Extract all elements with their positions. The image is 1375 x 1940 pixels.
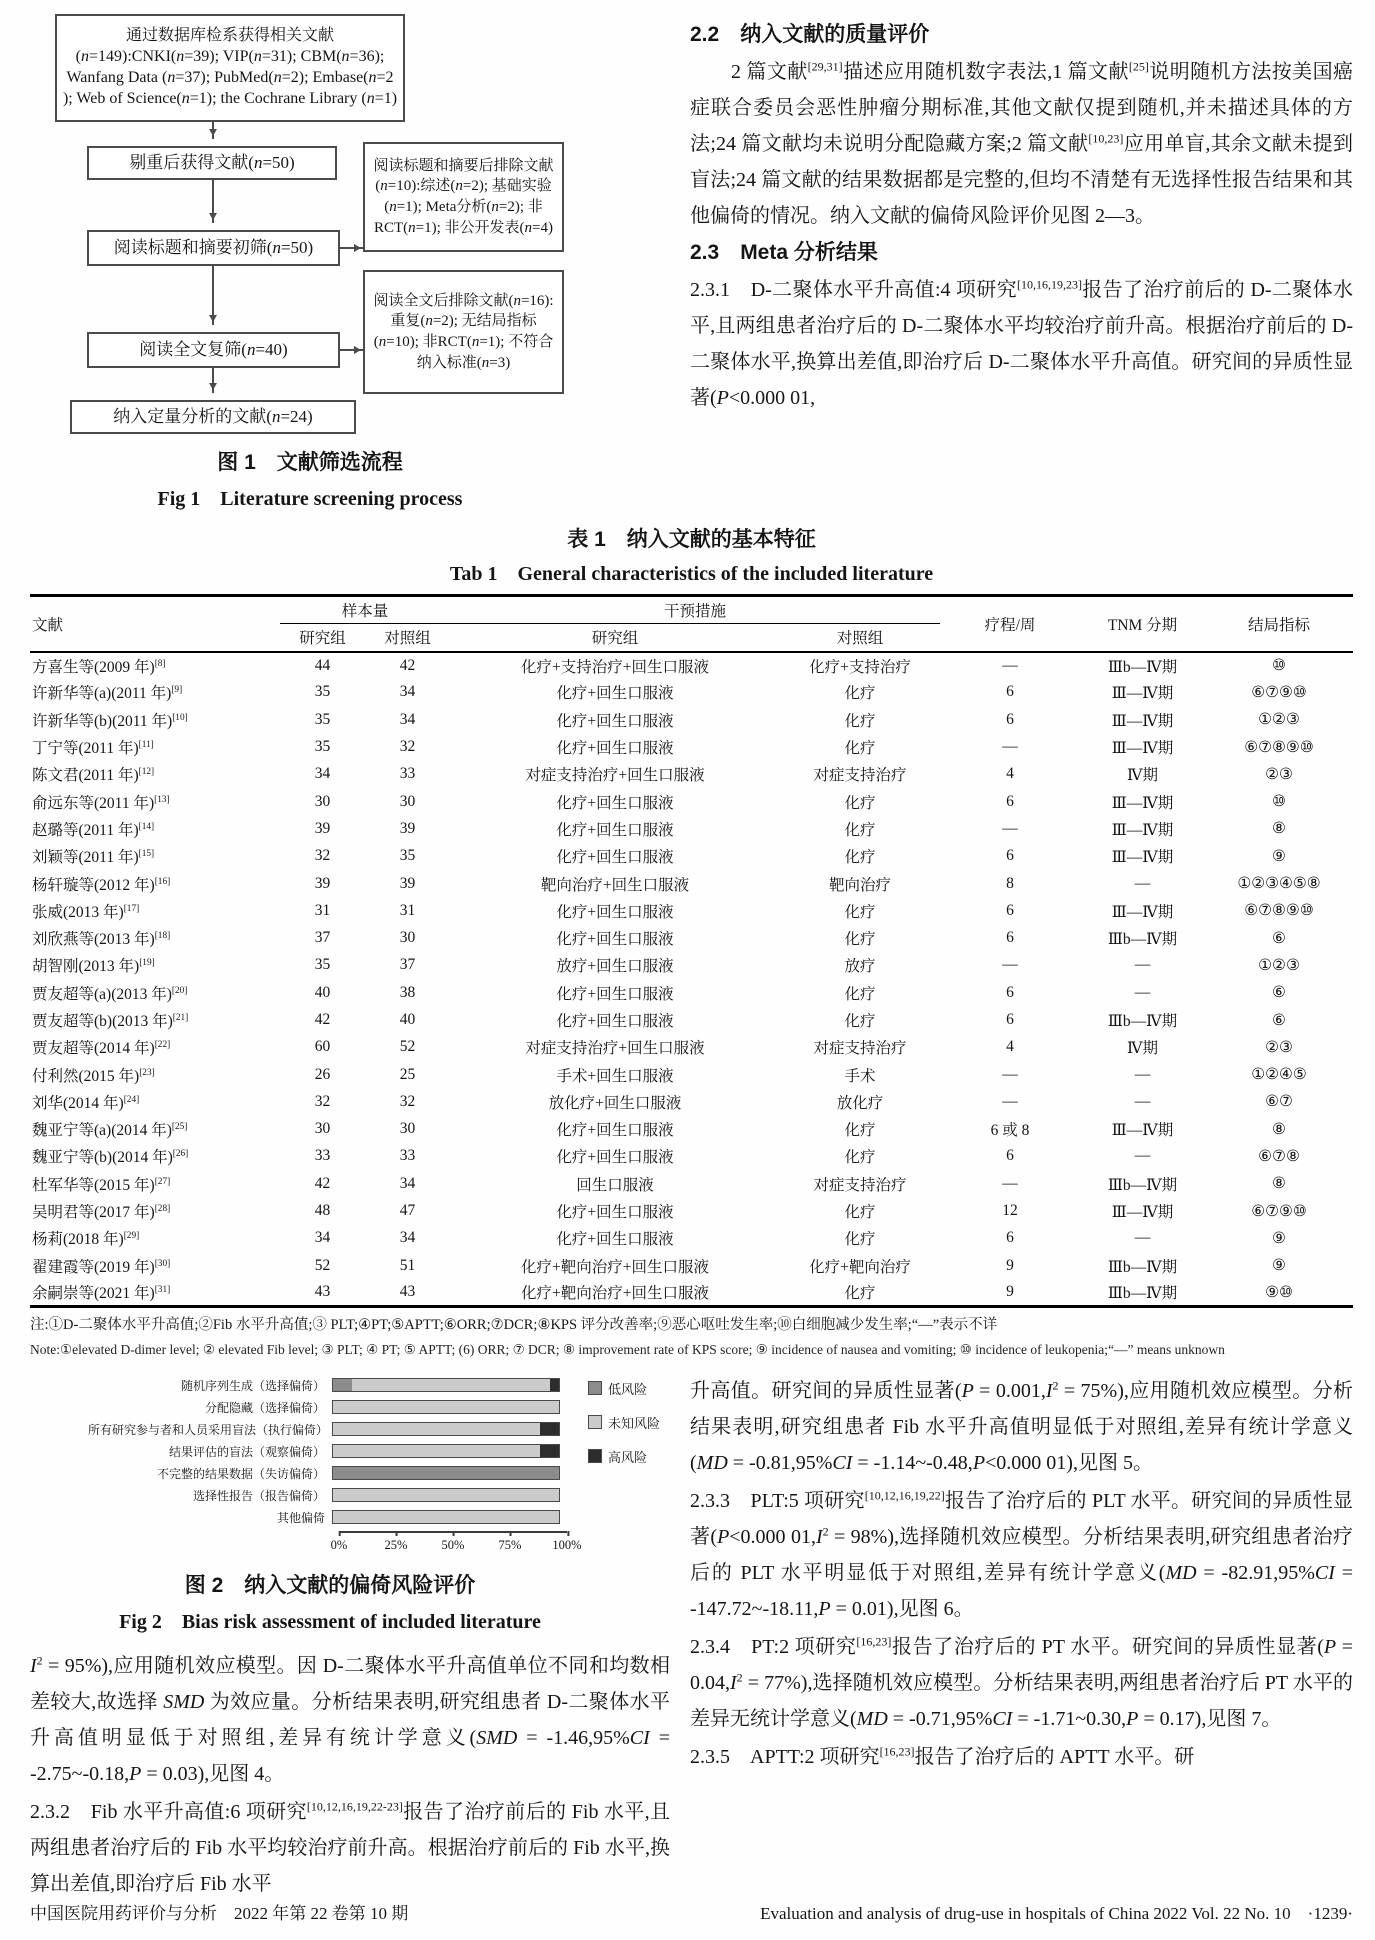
table1-title-zh: 表 1 纳入文献的基本特征 (567, 528, 816, 551)
down-arrow (212, 180, 214, 223)
col-header-course: 疗程/周 (940, 596, 1080, 652)
legend-item (588, 1413, 660, 1432)
flow-box-excluded-fulltext: 阅读全文后排除文献(n=16):重复(n=2); 无结局指标(n=10); 非RCT(n=1); 不符合纳入标准(n=3) (363, 270, 564, 394)
bias-bar-segment (333, 1401, 559, 1413)
table1-title-en: Tab 1 General characteristics of the included literature (449, 563, 934, 585)
col-header-intervention: 干预措施 (450, 596, 940, 624)
table-row: 刘颖等(2011 年)[15] 32 35 化疗+回生口服液 化疗 6 Ⅲ—Ⅳ期 ⑨ (32, 847, 1286, 867)
section-2-2-paragraph: 2 篇文献[29,31]描述应用随机数字表法,1 篇文献[25]说明随机方法按美国癌症联合委员会恶性肿瘤分期标准,其他文献仅提到随机,并未描述具体的方法;24 篇文献均未说明分配隐藏方案;2 篇文献[10,23]应用单盲,其余文献未提到盲法;24 篇文献的结果数据都是完整的,但均不清楚有无选择性报告结果和其他偏倚的情况。纳入文献的偏倚风险评价见图 2—3。 (690, 59, 1354, 227)
axis-tick-label: 100% (552, 1537, 582, 1552)
figure1-caption-en: Fig 1 Literature screening process (157, 488, 463, 510)
table-row: 张威(2013 年)[17] 31 31 化疗+回生口服液 化疗 6 Ⅲ—Ⅳ期 ⑥⑦⑧⑨⑩ (32, 901, 1314, 921)
table-row: 付利然(2015 年)[23] 26 25 手术+回生口服液 手术 — — ①②④⑤ (32, 1065, 1307, 1085)
table-row: 吴明君等(2017 年)[28] 48 47 化疗+回生口服液 化疗 12 Ⅲ—Ⅳ期 ⑥⑦⑨⑩ (32, 1202, 1307, 1222)
table-row: 丁宁等(2011 年)[11] 35 32 化疗+回生口服液 化疗 — Ⅲ—Ⅳ期 ⑥⑦⑧⑨⑩ (32, 738, 1314, 758)
axis-tick-label: 25% (384, 1537, 408, 1552)
bias-row-bar (332, 1510, 560, 1524)
bias-chart-legend (588, 1379, 660, 1481)
bottom-section (30, 1373, 1353, 1902)
legend-swatch (588, 1415, 602, 1429)
bias-bar-segment (540, 1445, 559, 1457)
page-footer (30, 1899, 1353, 1924)
down-arrow (212, 368, 214, 393)
table-row: 魏亚宁等(b)(2014 年)[26] 33 33 化疗+回生口服液 化疗 6 — ⑥⑦⑧ (32, 1147, 1300, 1167)
bias-row-label: 不完整的结果数据（失访偏倚） (156, 1466, 325, 1481)
bias-bar-segment (333, 1423, 540, 1435)
figure2-caption-zh: 图 2 纳入文献的偏倚风险评价 (184, 1573, 476, 1597)
bias-chart-row (88, 1377, 663, 1394)
bias-chart-row (88, 1487, 663, 1504)
table-row: 方喜生等(2009 年)[8] 44 42 化疗+支持治疗+回生口服液 化疗+支持治疗 — Ⅲb—Ⅳ期 ⑩ (32, 656, 1286, 676)
figure2-column (30, 1373, 670, 1902)
bias-row-bar (332, 1466, 560, 1480)
col-header-outcome: 结局指标 (1205, 596, 1353, 652)
table-row: 杨莉(2018 年)[29] 34 34 化疗+回生口服液 化疗 6 — ⑨ (32, 1229, 1286, 1249)
col-header-control-group-2: 对照组 (780, 624, 940, 652)
figure1-caption-zh: 图 1 文献筛选流程 (217, 451, 403, 474)
bias-row-bar (332, 1378, 560, 1392)
right-continuation-paragraph: 升高值。研究间的异质性显著$(P = 0.001,I^2 = 75\%)$,应用随机效应模型。分析结果表明,研究组患者 Fib 水平升高值明显低于对照组,差异有统计学意义(MD = -0.81,95%CI = -1.14~-0.48,P<0.000 01),见图 5。 (690, 1378, 1353, 1474)
legend-label: 低风险 (608, 1381, 648, 1397)
table1-titles (30, 523, 1353, 586)
axis-tick-label: 50% (441, 1537, 465, 1552)
table-row: 陈文君(2011 年)[12] 34 33 对症支持治疗+回生口服液 对症支持治疗 4 Ⅳ期 ②③ (32, 765, 1293, 785)
table-row: 俞远东等(2011 年)[13] 30 30 化疗+回生口服液 化疗 6 Ⅲ—Ⅳ期 ⑩ (32, 792, 1286, 812)
right-bottom-column (690, 1373, 1353, 1902)
table-row: 贾友超等(2014 年)[22] 60 52 对症支持治疗+回生口服液 对症支持治疗 4 Ⅳ期 ②③ (32, 1038, 1293, 1058)
axis-tick-label: 0% (330, 1537, 348, 1552)
flow-box-title-screen: 阅读标题和摘要初筛(n=50) (87, 230, 340, 266)
literature-screening-flowchart (30, 14, 670, 438)
fig2-chart (88, 1377, 663, 1555)
bias-row-bar (332, 1400, 560, 1414)
top-section (30, 14, 1353, 511)
table-row: 许新华等(a)(2011 年)[9] 35 34 化疗+回生口服液 化疗 6 Ⅲ—Ⅳ期 ⑥⑦⑨⑩ (32, 683, 1307, 703)
section-2-3-1-paragraph: 2.3.1 D-二聚体水平升高值:4 项研究[10,16,19,23]报告了治疗前后的 D-二聚体水平,且两组患者治疗后的 D-二聚体水平均较治疗前升高。根据治疗前后的 D-二聚体水平,换算出差值,即治疗后 D-二聚体水平升高值。研究间的异质性显著(P<0.000 01, (690, 277, 1353, 409)
right-arrow (340, 247, 363, 249)
legend-label: 高风险 (608, 1449, 648, 1465)
bias-bar-segment (540, 1423, 559, 1435)
table1-note-en: Note:①elevated D-dimer level; ② elevated Fib level; ③ PLT; ④ PT; ⑤ APTT; (6) ORR; ⑦ DCR; ⑧ improvement rate of KPS score; ⑨ incidence of nausea and vomiting; ⑩ incidence of leukopenia;“—” means unknown (30, 1341, 1225, 1357)
table-row: 杜军华等(2015 年)[27] 42 34 回生口服液 对症支持治疗 — Ⅲb—Ⅳ期 ⑧ (32, 1174, 1286, 1194)
flow-box-included: 纳入定量分析的文献(n=24) (70, 400, 356, 434)
bias-row-bar (332, 1488, 560, 1502)
bias-chart-row (88, 1421, 663, 1438)
section-2-2-heading: 2.2 纳入文献的质量评价 (690, 23, 930, 46)
col-header-study-group-2: 研究组 (450, 624, 780, 652)
table-row: 刘华(2014 年)[24] 32 32 放化疗+回生口服液 放化疗 — — ⑥⑦ (32, 1092, 1293, 1112)
bias-bar-segment (333, 1445, 540, 1457)
bias-chart-row (88, 1443, 663, 1460)
table-row: 杨轩璇等(2012 年)[16] 39 39 靶向治疗+回生口服液 靶向治疗 8 — ①②③④⑤⑧ (32, 874, 1321, 894)
flow-box-database-search: 通过数据库检系获得相关文献(n=149):CNKI(n=39); VIP(n=31); CBM(n=36); Wanfang Data (n=37); PubMed(n=2); Embase(n=2 ); Web of Science(n=1); the Cochrane Library (n=1) (55, 14, 405, 122)
table-row: 赵璐等(2011 年)[14] 39 39 化疗+回生口服液 化疗 — Ⅲ—Ⅳ期 ⑧ (32, 819, 1286, 839)
footer-journal-zh: 中国医院用药评价与分析 2022 年第 22 卷第 10 期 (30, 1904, 409, 1923)
axis-tick-label: 75% (498, 1537, 522, 1552)
table1 (30, 594, 1353, 1308)
figure2-caption-en: Fig 2 Bias risk assessment of included literature (119, 1610, 541, 1633)
legend-item (588, 1447, 660, 1466)
table-row: 许新华等(b)(2011 年)[10] 35 34 化疗+回生口服液 化疗 6 Ⅲ—Ⅳ期 ①②③ (32, 710, 1300, 730)
table-row: 贾友超等(a)(2013 年)[20] 40 38 化疗+回生口服液 化疗 6 — ⑥ (32, 983, 1286, 1003)
bias-row-label: 分配隐藏（选择偏倚） (204, 1400, 325, 1415)
flow-box-dedup: 剔重后获得文献(n=50) (87, 146, 337, 180)
table1-note-zh: 注:①D-二聚体水平升高值;②Fib 水平升高值;③ PLT;④PT;⑤APTT;⑥ORR;⑦DCR;⑧KPS 评分改善率;⑨恶心呕吐发生率;⑩白细胞减少发生率;“—”表示不详 (30, 1317, 998, 1334)
bias-row-label: 其他偏倚 (276, 1510, 325, 1525)
bias-chart-axis (330, 1531, 582, 1555)
table-row: 魏亚宁等(a)(2014 年)[25] 30 30 化疗+回生口服液 化疗 6 或 8 Ⅲ—Ⅳ期 ⑧ (32, 1120, 1286, 1140)
bias-row-bar (332, 1444, 560, 1458)
section-2-3-4-paragraph: 2.3.4 PT:2 项研究[16,23]报告了治疗后的 PT 水平。研究间的异质性显著$(P = 0.04,I^2 = 77\%)$,选择随机效应模型。分析结果表明,两组患者治疗后 PT 水平的差异无统计学意义(MD = -0.71,95%CI = -1.71~0.30,P = 0.17),见图 7。 (690, 1634, 1354, 1730)
section-2-3-2-paragraph: 2.3.2 Fib 水平升高值:6 项研究[10,12,16,19,22-23]报告了治疗前后的 Fib 水平,且两组患者治疗后的 Fib 水平均较治疗前升高。根据治疗前后的 Fib 水平,换算出差值,即治疗后 Fib 水平 (30, 1799, 670, 1895)
down-arrow (212, 266, 214, 325)
table-row: 翟建霞等(2019 年)[30] 52 51 化疗+靶向治疗+回生口服液 化疗+靶向治疗 9 Ⅲb—Ⅳ期 ⑨ (32, 1256, 1286, 1276)
right-arrow (340, 349, 363, 351)
section-2-3-5-paragraph: 2.3.5 APTT:2 项研究[16,23]报告了治疗后的 APTT 水平。研 (690, 1744, 1195, 1768)
section-2-3-3-paragraph: 2.3.3 PLT:5 项研究[10,12,16,19,22]报告了治疗后的 PLT 水平。研究间的异质性显著(P<0.000 $01,I^2 = 98\%$),选择随机效应模型。分析结果表明,研究组患者治疗后的 PLT 水平明显低于对照组,差异有统计学意义(MD = -82.91,95%CI = -147.72~-18.11,P = 0.01),见图 6。 (690, 1488, 1354, 1620)
table1-header (30, 596, 1353, 652)
down-arrow (212, 122, 214, 139)
bias-row-label: 结果评估的盲法（观察偏倚） (168, 1444, 325, 1459)
bias-row-bar (332, 1422, 560, 1436)
bias-row-label: 所有研究参与者和人员采用盲法（执行偏倚） (88, 1422, 329, 1437)
col-header-literature: 文献 (30, 596, 280, 652)
bias-chart-row (88, 1465, 663, 1482)
col-header-study-group: 研究组 (280, 624, 365, 652)
figure2-captions (30, 1569, 670, 1634)
bias-row-label: 选择性报告（报告偏倚） (192, 1488, 325, 1503)
bias-bar-segment (352, 1379, 550, 1391)
legend-swatch (588, 1381, 602, 1395)
bias-bar-segment (550, 1379, 559, 1391)
bias-bar-segment (333, 1489, 559, 1501)
table-row: 贾友超等(b)(2013 年)[21] 42 40 化疗+回生口服液 化疗 6 Ⅲb—Ⅳ期 ⑥ (32, 1011, 1286, 1030)
col-header-sample-size: 样本量 (280, 596, 450, 624)
flow-box-fulltext-screen: 阅读全文复筛(n=40) (87, 332, 340, 368)
bias-row-label: 随机序列生成（选择偏倚） (180, 1378, 325, 1393)
table-row: 刘欣燕等(2013 年)[18] 37 30 化疗+回生口服液 化疗 6 Ⅲb—Ⅳ期 ⑥ (32, 929, 1286, 949)
footer-journal-en: Evaluation and analysis of drug-use in hospitals of China 2022 Vol. 22 No. 10 ·1239· (760, 1904, 1353, 1923)
left-continuation-paragraph: $I^2 = 95\%$),应用随机效应模型。因 D-二聚体水平升高值单位不同和均数相差较大,故选择 SMD 为效应量。分析结果表明,研究组患者 D-二聚体水平升高值明显低于对照组,差异有统计学意义(SMD = -1.46,95%CI = -2.75~-0.18,P = 0.03),见图 4。 (30, 1653, 671, 1785)
table-row: 余嗣崇等(2021 年)[31] 43 43 化疗+靶向治疗+回生口服液 化疗 9 Ⅲb—Ⅳ期 ⑨⑩ (32, 1283, 1293, 1303)
right-text-column (690, 14, 1353, 511)
legend-label: 未知风险 (608, 1415, 661, 1431)
bias-chart-rows (88, 1377, 663, 1526)
table1-body (30, 652, 1353, 1307)
bias-bar-segment (333, 1467, 559, 1479)
bias-bar-segment (333, 1379, 352, 1391)
col-header-control-group: 对照组 (365, 624, 450, 652)
col-header-tnm: TNM 分期 (1080, 596, 1205, 652)
legend-swatch (588, 1449, 602, 1463)
section-2-3-heading: 2.3 Meta 分析结果 (690, 241, 878, 264)
legend-item (588, 1379, 660, 1398)
bias-bar-segment (333, 1511, 559, 1523)
figure1-column (30, 14, 670, 511)
bias-chart-row (88, 1399, 663, 1416)
flow-box-excluded-title: 阅读标题和摘要后排除文献(n=10):综述(n=2); 基础实验(n=1); Meta分析(n=2); 非RCT(n=1); 非公开发表(n=4) (363, 142, 564, 252)
table1-notes (30, 1315, 1353, 1361)
table-row: 胡智刚(2013 年)[19] 35 37 放疗+回生口服液 放疗 — — ①②③ (32, 956, 1300, 976)
bias-chart-row (88, 1509, 663, 1526)
